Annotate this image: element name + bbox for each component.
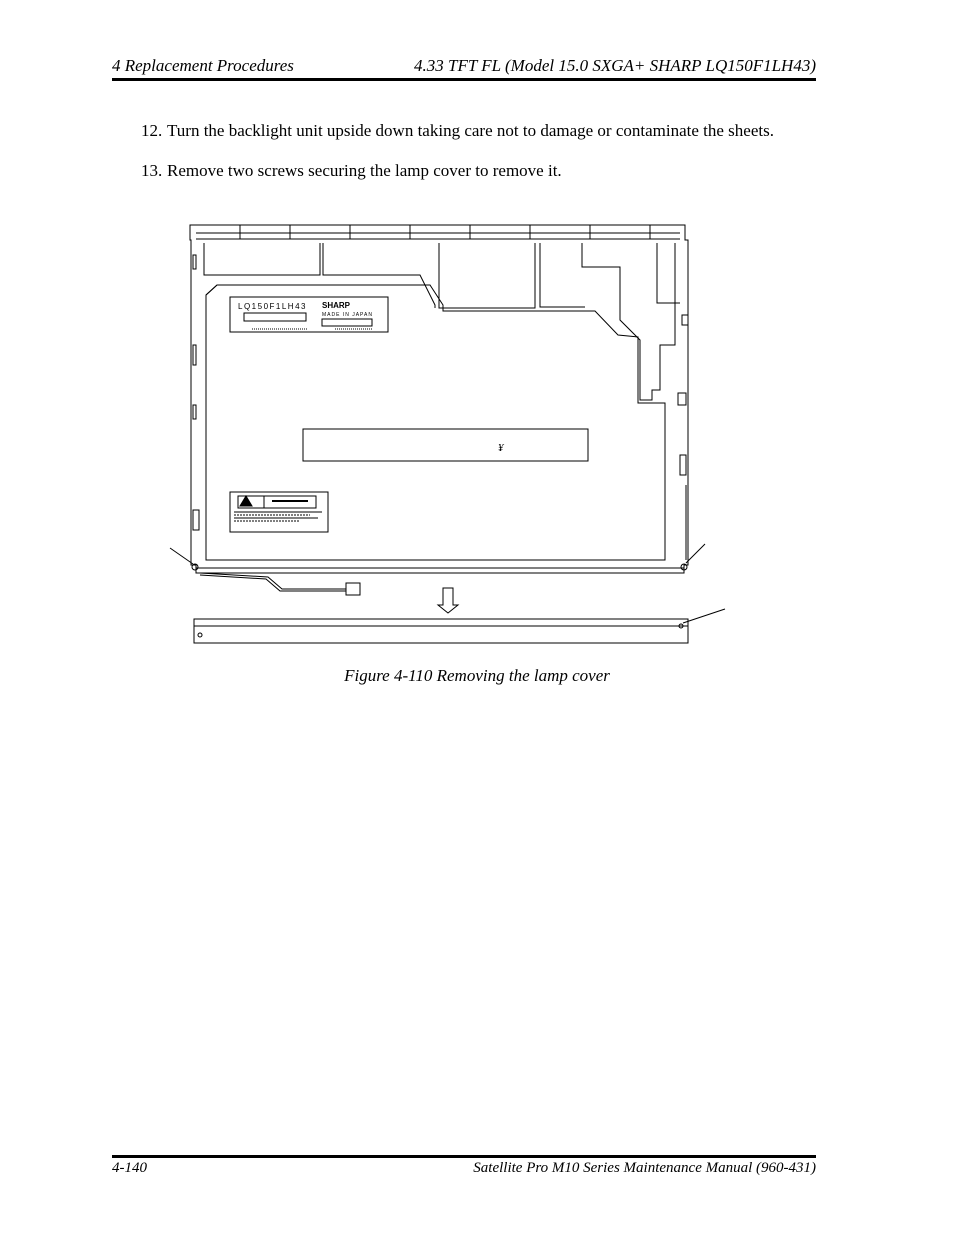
step-12 [112,120,816,142]
manual-title: Satellite Pro M10 Series Maintenance Manual (960-431) [473,1160,816,1176]
center-strip [303,429,588,461]
brand-name: SHARP [322,301,351,310]
center-mark: ¥ [498,442,504,454]
step-number: 12. [141,121,163,140]
model-label [230,297,388,332]
figure-caption: Figure 4-110 Removing the lamp cover [344,666,610,685]
header-section: 4 Replacement Procedures [112,56,294,75]
lamp-cover-figure [160,215,730,655]
origin-text: MADE IN JAPAN [322,312,373,318]
lamp-cover [194,609,725,643]
page-header [112,56,816,80]
step-text: Turn the backlight unit upside down taking care not to damage or contaminate the sheets. [167,121,774,140]
model-number: LQ150F1LH43 [238,302,307,311]
backlight-unit-drawing [160,215,730,655]
step-number: 13. [141,161,163,180]
caution-label [230,492,328,532]
header-topic: 4.33 TFT FL (Model 15.0 SXGA+ SHARP LQ150F1LH43) [413,56,816,75]
step-text: Remove two screws securing the lamp cover to remove it. [167,161,562,180]
lamp-cable [200,573,360,595]
procedure-steps [112,120,816,200]
lamp-cover-screw-arrow [683,609,725,623]
page-number: 4-140 [112,1160,147,1176]
screw-arrow-right [686,544,705,563]
removal-arrow-icon [438,588,458,613]
footer-rule [112,1155,816,1158]
screw-arrow-left [170,548,193,564]
step-13 [112,160,816,182]
header-rule [112,78,816,81]
